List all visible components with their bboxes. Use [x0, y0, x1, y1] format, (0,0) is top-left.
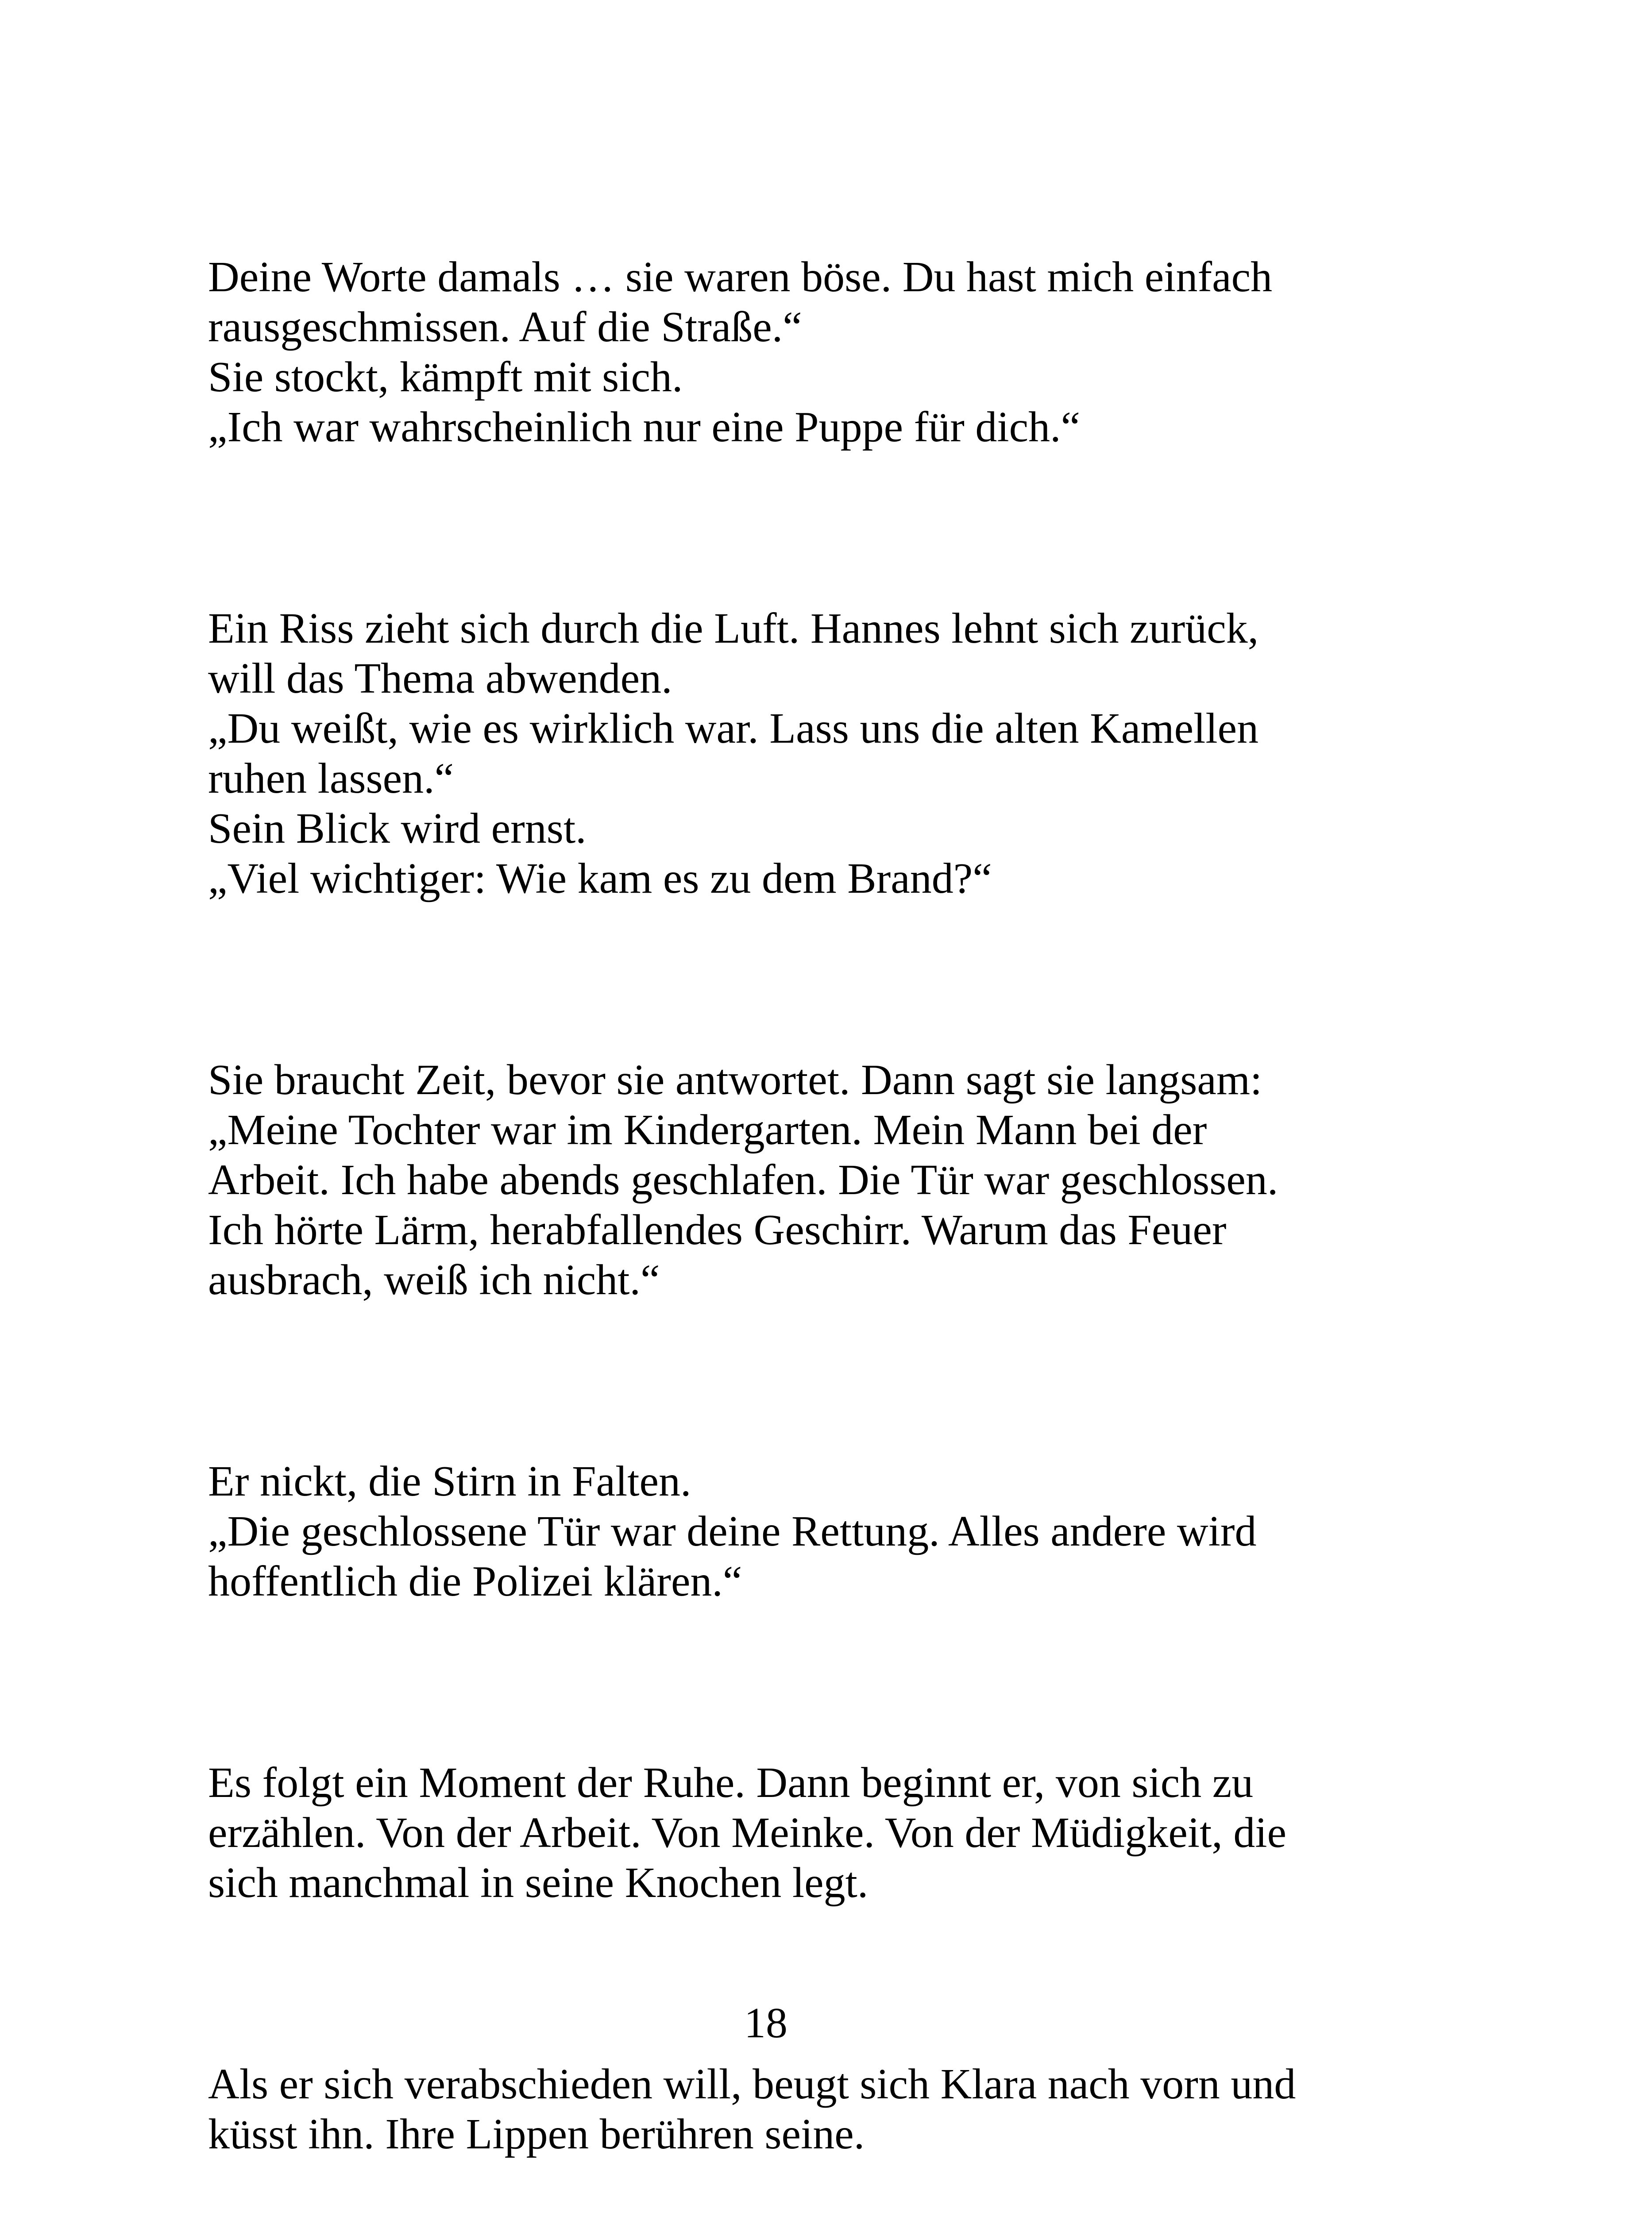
paragraph-4	[208, 1457, 1403, 1607]
text-line: rausgeschmissen. Auf die Straße.“	[208, 303, 802, 351]
text-line: sich manchmal in seine Knochen legt.	[208, 1859, 868, 1907]
text-line: ausbrach, weiß ich nicht.“	[208, 1256, 660, 1304]
text-line: „Ich war wahrscheinlich nur eine Puppe für dich.“	[208, 403, 1081, 451]
text-line: hoffentlich die Polizei klären.“	[208, 1558, 742, 1605]
text-line: „Du weißt, wie es wirklich war. Lass uns die alten Kamellen	[208, 705, 1259, 752]
text-line: Er nickt, die Stirn in Falten.	[208, 1457, 691, 1505]
paragraph-6	[208, 2059, 1403, 2159]
paragraph-gap	[208, 1607, 1403, 1758]
text-line: Deine Worte damals … sie waren böse. Du hast mich einfach	[208, 253, 1273, 301]
paragraph-gap	[208, 904, 1403, 1055]
text-line: Ich hörte Lärm, herabfallendes Geschirr. Warum das Feuer	[208, 1206, 1227, 1254]
paragraph-gap	[208, 1305, 1403, 1457]
text-line: Sein Blick wird ernst.	[208, 805, 587, 852]
paragraph-gap	[208, 452, 1403, 604]
text-line: will das Thema abwenden.	[208, 655, 672, 702]
text-line: „Meine Tochter war im Kindergarten. Mein Mann bei der	[208, 1106, 1207, 1154]
body-text	[208, 252, 1403, 2159]
text-line: Als er sich verabschieden will, beugt sich Klara nach vorn und	[208, 2060, 1296, 2108]
text-line: Sie stockt, kämpft mit sich.	[208, 353, 683, 401]
text-line: erzählen. Von der Arbeit. Von Meinke. Von der Müdigkeit, die	[208, 1809, 1287, 1857]
text-line: „Die geschlossene Tür war deine Rettung. Alles andere wird	[208, 1507, 1257, 1555]
text-line: Sie braucht Zeit, bevor sie antwortet. Dann sagt sie langsam:	[208, 1056, 1262, 1104]
paragraph-3	[208, 1055, 1403, 1305]
text-line: Ein Riss zieht sich durch die Luft. Hannes lehnt sich zurück,	[208, 605, 1259, 652]
text-line: Es folgt ein Moment der Ruhe. Dann beginnt er, von sich zu	[208, 1759, 1254, 1807]
text-line: küsst ihn. Ihre Lippen berühren seine.	[208, 2110, 865, 2158]
text-line: „Viel wichtiger: Wie kam es zu dem Brand?“	[208, 855, 992, 902]
paragraph-2	[208, 604, 1403, 904]
text-line: ruhen lassen.“	[208, 755, 454, 802]
paragraph-5	[208, 1758, 1403, 1908]
paragraph-1	[208, 252, 1403, 452]
text-line: Arbeit. Ich habe abends geschlafen. Die Tür war geschlossen.	[208, 1156, 1278, 1204]
page-number: 18	[744, 1999, 787, 2047]
